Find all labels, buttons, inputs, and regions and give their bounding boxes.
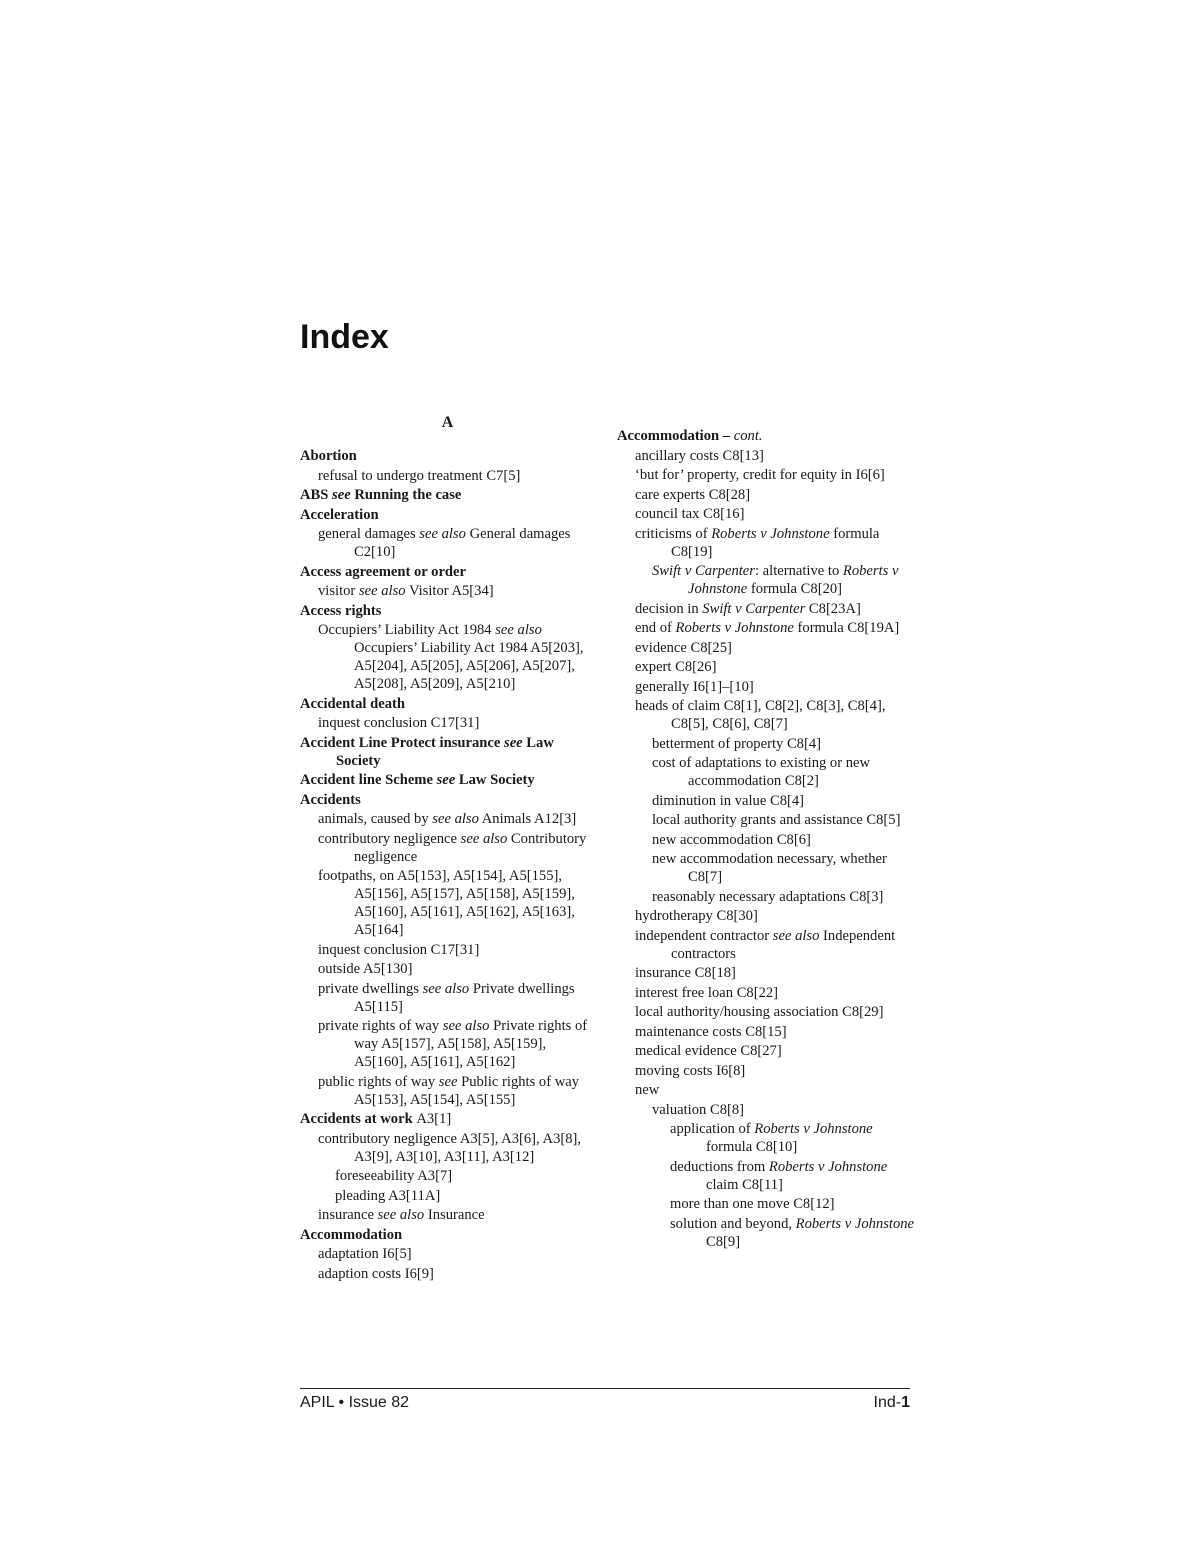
entry-text: Private dwellings A5[115]	[354, 980, 575, 1015]
index-heading-entry	[617, 427, 917, 445]
entry-text: private dwellings	[318, 980, 423, 997]
index-subentry	[300, 467, 595, 485]
index-heading-entry	[300, 506, 595, 524]
footer-page-number	[874, 1394, 910, 1412]
entry-text: A3[1]	[416, 1111, 452, 1127]
entry-text: cont.	[733, 428, 763, 444]
entry-text: Roberts v Johnstone	[711, 525, 830, 542]
index-subentry	[300, 810, 595, 828]
entry-text: more than one move C8[12]	[670, 1196, 835, 1212]
index-subentry	[300, 980, 595, 1016]
index-subentry	[300, 1073, 595, 1109]
index-subentry	[300, 525, 595, 561]
entry-text: valuation C8[8]	[652, 1101, 745, 1118]
entry-text: Roberts v Johnstone	[688, 563, 899, 597]
entry-text: formula C8[19A]	[793, 620, 900, 636]
entry-text: Accident Line Protect insurance	[300, 734, 505, 751]
index-subentry	[300, 1130, 595, 1166]
entry-text: Private rights of way A5[157], A5[158], A5[159], A5[160], A5[161], A5[162]	[354, 1018, 588, 1070]
entry-text: Accident line Scheme	[300, 772, 437, 788]
entry-text: see	[438, 1073, 458, 1090]
entry-text: adaptation I6[5]	[318, 1246, 412, 1262]
entry-text: moving costs I6[8]	[635, 1062, 746, 1079]
index-subentry	[617, 831, 917, 849]
index-subentry	[617, 678, 917, 696]
index-subentry	[617, 486, 917, 504]
entry-text: generally I6[1]–[10]	[635, 678, 754, 695]
entry-text: Access rights	[300, 602, 382, 619]
index-subentry	[617, 619, 917, 637]
index-subentry	[617, 447, 917, 465]
entry-text: General damages C2[10]	[354, 526, 571, 560]
index-subentry	[617, 562, 917, 598]
index-subentry	[617, 1042, 917, 1060]
entry-text: footpaths, on A5[153], A5[154], A5[155], A5[156], A5[157], A5[158], A5[159], A5[160], A5[161], A5[162], A5[163], A5[164]	[318, 868, 575, 938]
index-subentry	[617, 754, 917, 790]
entry-text: deductions from	[670, 1158, 769, 1175]
entry-text: C8[9]	[706, 1233, 741, 1250]
index-subentry	[300, 1206, 595, 1224]
index-subentry	[617, 984, 917, 1002]
entry-text: see also	[432, 811, 479, 827]
index-subentry	[300, 582, 595, 600]
footer-rule	[300, 1388, 910, 1389]
entry-text: Law Society	[336, 734, 554, 769]
entry-text: foreseeability A3[7]	[335, 1168, 453, 1184]
entry-text: insurance C8[18]	[635, 965, 736, 981]
entry-text: Access agreement or order	[300, 563, 467, 580]
index-column-left	[300, 447, 595, 1284]
page-number-prefix: Ind-	[873, 1394, 902, 1411]
index-subentry	[617, 1195, 917, 1213]
entry-text: ancillary costs C8[13]	[635, 447, 764, 464]
index-heading-entry	[300, 734, 595, 770]
entry-text: hydrotherapy C8[30]	[635, 908, 758, 924]
index-subentry	[300, 1245, 595, 1263]
entry-text: Visitor A5[34]	[405, 583, 494, 599]
index-subentry	[300, 1167, 595, 1185]
index-heading-entry	[300, 563, 595, 581]
entry-text: adaption costs I6[9]	[318, 1265, 434, 1282]
entry-text: pleading A3[11A]	[335, 1187, 441, 1204]
entry-text: see	[504, 734, 523, 751]
entry-text: inquest conclusion C17[31]	[318, 715, 480, 731]
index-subentry	[300, 830, 595, 866]
page-number-value: 1	[901, 1394, 910, 1411]
section-letter-heading: A	[441, 414, 454, 431]
index-subentry	[617, 927, 917, 963]
entry-text: cost of adaptations to existing or new accommodation C8[2]	[652, 755, 871, 789]
entry-text: Accidents	[300, 791, 361, 808]
entry-text: see also	[422, 980, 470, 997]
index-subentry	[300, 1265, 595, 1283]
entry-text: see also	[419, 526, 466, 542]
entry-text: council tax C8[16]	[635, 506, 745, 522]
entry-text: Contributory negligence	[354, 830, 587, 865]
entry-text: public rights of way	[318, 1073, 439, 1090]
entry-text: see	[436, 772, 456, 788]
index-heading-entry	[300, 695, 595, 713]
index-subentry	[617, 525, 917, 561]
index-subentry	[300, 960, 595, 978]
index-subentry	[617, 658, 917, 676]
entry-text: Accommodation	[300, 1226, 403, 1243]
index-heading-entry	[300, 1226, 595, 1244]
entry-text: Roberts v Johnstone	[675, 620, 794, 636]
index-subentry	[617, 466, 917, 484]
index-heading-entry	[300, 771, 595, 789]
entry-text: ABS	[300, 487, 333, 503]
index-heading-entry	[300, 447, 595, 465]
entry-text: Swift v Carpenter	[702, 600, 806, 617]
entry-text: visitor	[318, 583, 359, 599]
entry-text: C8[23A]	[805, 600, 861, 617]
index-subentry	[617, 639, 917, 657]
entry-text: see also	[358, 583, 406, 599]
entry-text: Animals A12[3]	[478, 811, 577, 827]
entry-text: Abortion	[300, 448, 357, 464]
entry-text: Law Society	[455, 772, 535, 788]
index-column-right	[617, 427, 917, 1252]
entry-text: Roberts v Johnstone	[795, 1215, 915, 1232]
entry-text: insurance	[318, 1207, 378, 1223]
entry-text: see also	[377, 1207, 425, 1223]
index-subentry	[300, 1187, 595, 1205]
entry-text: claim C8[11]	[706, 1176, 783, 1193]
index-subentry	[300, 867, 595, 939]
index-subentry	[300, 1017, 595, 1071]
index-subentry	[300, 621, 595, 693]
entry-text: independent contractor	[635, 927, 773, 944]
entry-text: Occupiers’ Liability Act 1984	[318, 622, 496, 638]
entry-text: Occupiers’ Liability Act 1984 A5[203], A5[204], A5[205], A5[206], A5[207], A5[208], A5[209], A5[210]	[354, 640, 584, 692]
index-subentry	[617, 1158, 917, 1194]
entry-text: new accommodation C8[6]	[652, 831, 811, 848]
index-subentry	[617, 600, 917, 618]
entry-text: maintenance costs C8[15]	[635, 1023, 787, 1040]
entry-text: see	[332, 487, 351, 503]
entry-text: evidence C8[25]	[635, 639, 732, 656]
entry-text: ‘but for’ property, credit for equity in I6[6]	[635, 467, 885, 483]
entry-text: : alternative to	[754, 563, 843, 579]
index-subentry	[617, 1101, 917, 1119]
entry-text: Independent contractors	[671, 927, 896, 962]
entry-text: criticisms of	[635, 525, 712, 542]
index-subentry	[617, 850, 917, 886]
entry-text: betterment of property C8[4]	[652, 735, 821, 752]
index-subentry	[300, 941, 595, 959]
entry-text: contributory negligence A3[5], A3[6], A3[8], A3[9], A3[10], A3[11], A3[12]	[318, 1130, 582, 1165]
entry-text: application of	[670, 1121, 755, 1137]
entry-text: Accidents at work	[300, 1111, 417, 1127]
entry-text: Acceleration	[300, 506, 379, 523]
index-subentry	[617, 1003, 917, 1021]
entry-text: formula C8[19]	[671, 525, 880, 560]
index-subentry	[617, 888, 917, 906]
index-subentry	[617, 1023, 917, 1041]
entry-text: outside A5[130]	[318, 961, 413, 977]
index-subentry	[617, 1062, 917, 1080]
entry-text: reasonably necessary adaptations C8[3]	[652, 888, 884, 905]
entry-text: medical evidence C8[27]	[635, 1043, 782, 1059]
entry-text: solution and beyond,	[670, 1215, 796, 1232]
entry-text: new accommodation necessary, whether C8[7]	[652, 851, 887, 885]
entry-text: Insurance	[424, 1207, 485, 1223]
entry-text: see also	[495, 622, 542, 638]
entry-text: formula C8[10]	[706, 1139, 798, 1155]
index-subentry	[617, 697, 917, 733]
index-heading-entry	[300, 486, 595, 504]
index-subentry	[617, 964, 917, 982]
entry-text: end of	[635, 620, 676, 636]
entry-text: formula C8[20]	[747, 581, 843, 597]
index-heading-entry	[300, 602, 595, 620]
index-subentry	[617, 505, 917, 523]
entry-text: Accidental death	[300, 695, 405, 712]
entry-text: interest free loan C8[22]	[635, 984, 779, 1001]
entry-text: local authority/housing association C8[29]	[635, 1004, 884, 1020]
entry-text: Running the case	[350, 487, 462, 503]
index-subentry	[300, 714, 595, 732]
entry-text: Roberts v Johnstone	[768, 1158, 888, 1175]
entry-text: Roberts v Johnstone	[754, 1121, 873, 1137]
index-subentry	[617, 1081, 917, 1099]
index-heading-entry	[300, 1110, 595, 1128]
page-title: Index	[300, 318, 389, 356]
entry-text: see also	[442, 1018, 490, 1034]
index-subentry	[617, 735, 917, 753]
entry-text: private rights of way	[318, 1018, 443, 1034]
entry-text: Swift v Carpenter	[652, 563, 755, 579]
index-subentry	[617, 1120, 917, 1156]
index-heading-entry	[300, 791, 595, 809]
footer-publication: APIL • Issue 82	[300, 1394, 410, 1411]
entry-text: refusal to undergo treatment C7[5]	[318, 467, 521, 484]
entry-text: general damages	[318, 526, 420, 542]
entry-text: inquest conclusion C17[31]	[318, 941, 480, 958]
entry-text: contributory negligence	[318, 830, 461, 847]
entry-text: heads of claim C8[1], C8[2], C8[3], C8[4], C8[5], C8[6], C8[7]	[635, 698, 886, 732]
index-subentry	[617, 792, 917, 810]
entry-text: decision in	[635, 600, 703, 617]
index-subentry	[617, 811, 917, 829]
entry-text: new	[635, 1082, 660, 1098]
entry-text: see also	[772, 927, 820, 944]
entry-text: local authority grants and assistance C8[5]	[652, 812, 901, 828]
entry-text: Accommodation –	[617, 428, 734, 444]
entry-text: see also	[460, 830, 508, 847]
index-subentry	[617, 907, 917, 925]
entry-text: expert C8[26]	[635, 659, 717, 675]
entry-text: Public rights of way A5[153], A5[154], A5[155]	[354, 1073, 580, 1108]
index-subentry	[617, 1215, 917, 1251]
entry-text: animals, caused by	[318, 811, 433, 827]
entry-text: care experts C8[28]	[635, 486, 751, 503]
entry-text: diminution in value C8[4]	[652, 792, 805, 809]
